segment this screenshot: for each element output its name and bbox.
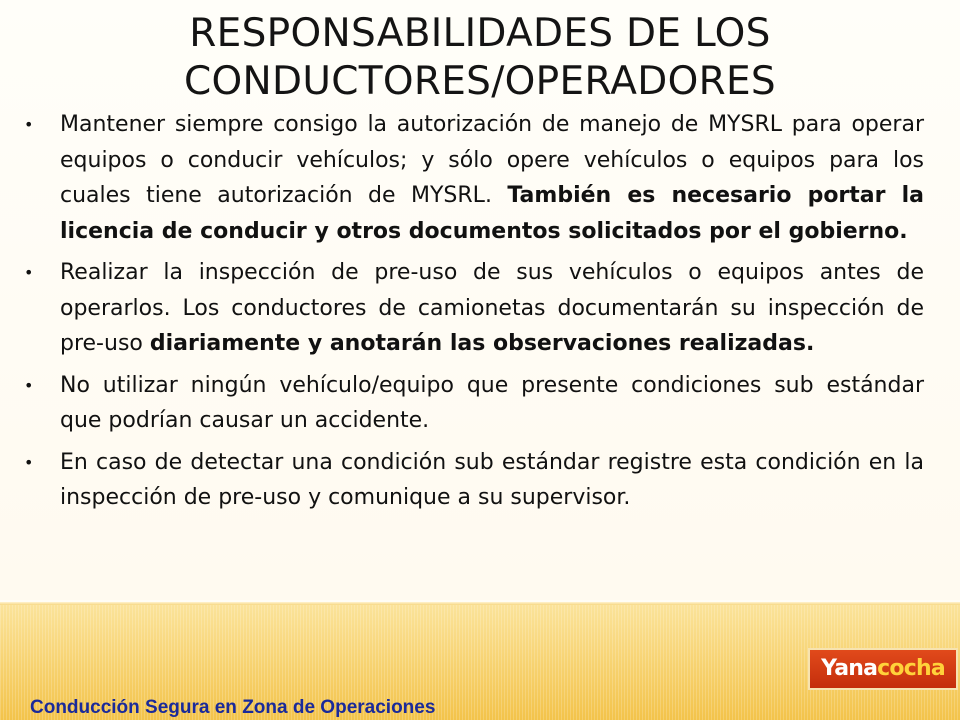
bullet-item	[24, 368, 924, 439]
yanacocha-logo	[810, 650, 956, 688]
bullet-bold-text: diariamente y anotarán las observaciones realizadas.	[149, 331, 815, 356]
bullet-text: En caso de detectar una condición sub estándar registre esta condición en la inspección de pre-uso y comunique a su supervisor.	[60, 449, 924, 510]
bullet-list	[24, 107, 925, 522]
bullet-marker: •	[24, 263, 34, 282]
bullet-text: No utilizar ningún vehículo/equipo que presente condiciones sub estándar que podrían causar un accidente.	[60, 372, 924, 433]
bullet-marker: •	[24, 375, 34, 395]
bullet-text: Mantener siempre consigo la autorización de manejo de MYSRL para operar equipos o conducir vehículos; y sólo opere vehículos o equipos para los cuales tiene autorización de MYSRL.	[60, 112, 924, 208]
bullet-item	[24, 107, 925, 249]
footer-caption: Conducción Segura en Zona de Operaciones	[30, 697, 436, 718]
slide-title	[0, 10, 960, 106]
bullet-marker: •	[24, 452, 34, 472]
logo-text-part1: Yana	[821, 656, 878, 681]
title-line-2: CONDUCTORES/OPERADORES	[184, 59, 776, 104]
title-line-1: RESPONSABILIDADES DE LOS	[189, 11, 771, 56]
bullet-item	[24, 255, 924, 362]
bullet-bold-text: También es necesario portar la licencia de conducir y otros documentos solicitados por el gobierno.	[60, 183, 925, 244]
bullet-text: Realizar la inspección de pre-uso de sus vehículos o equipos antes de operarlos. Los conductores de camionetas documentarán su inspección de pre-uso	[60, 260, 924, 356]
logo-text-part2: cocha	[877, 656, 945, 681]
bullet-marker: •	[24, 115, 34, 134]
bullet-item	[24, 445, 924, 516]
